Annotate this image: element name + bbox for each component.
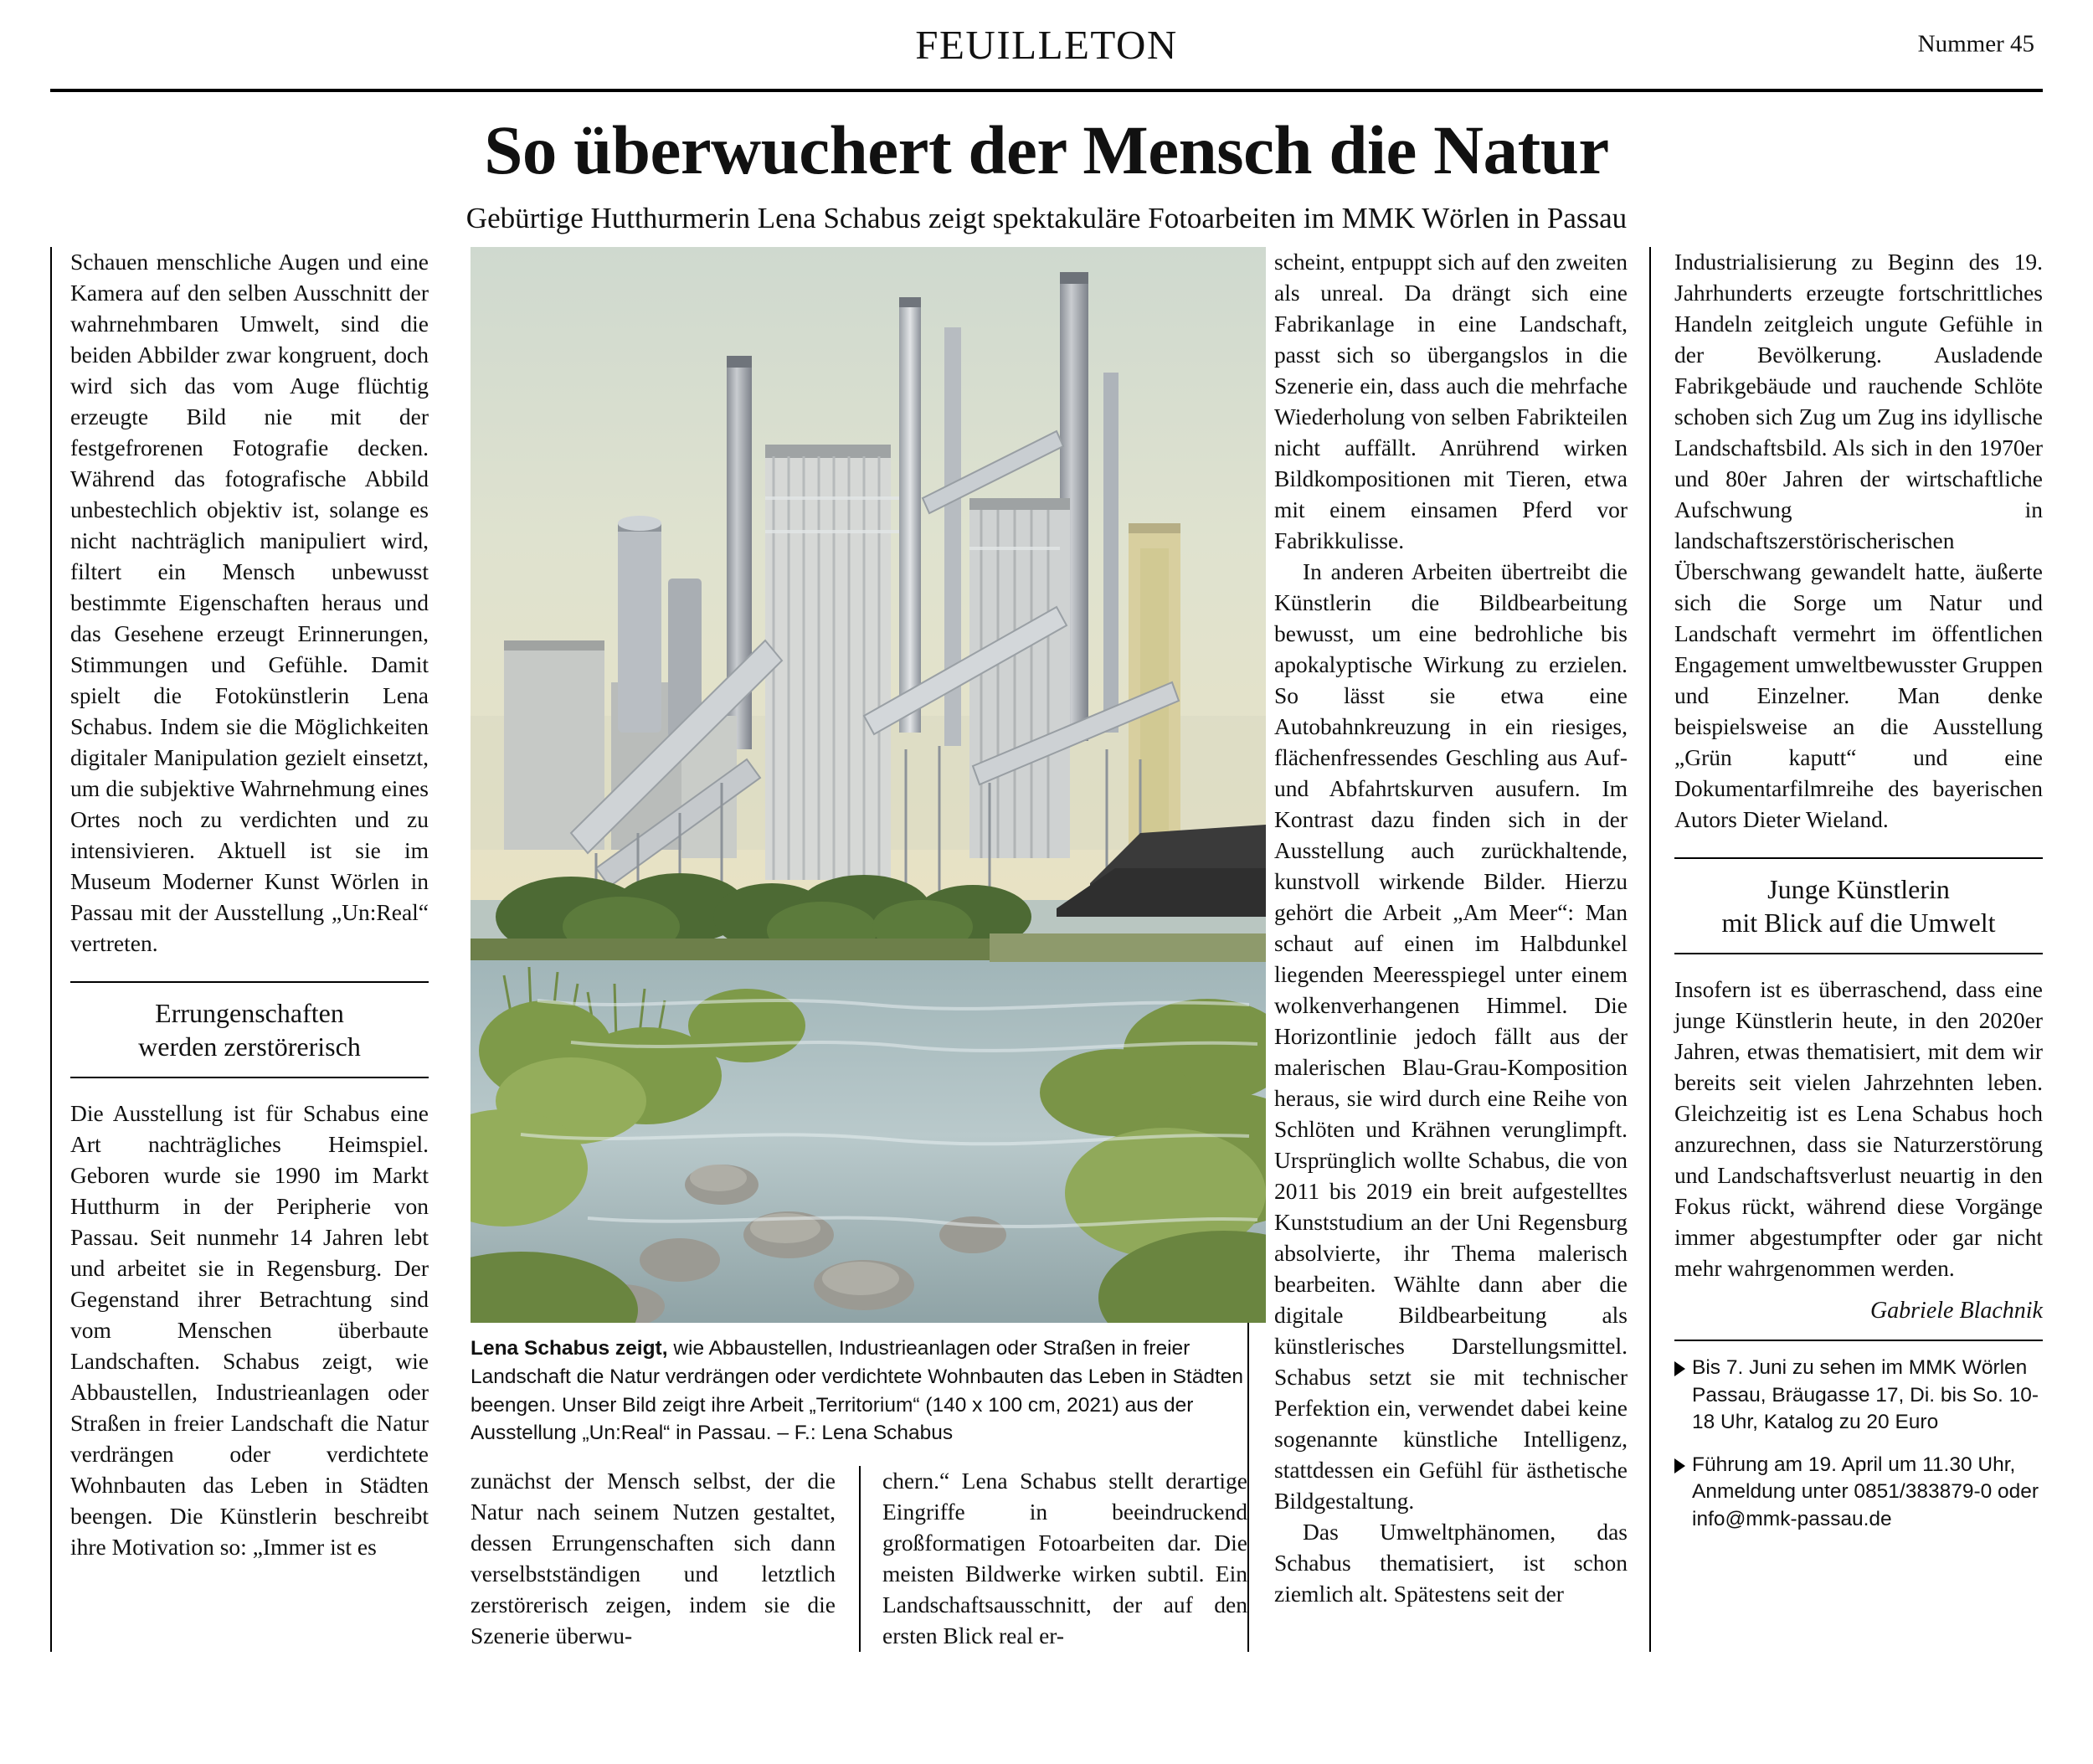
- paragraph: scheint, entpuppt sich auf den zweiten als unreal. Da drängt sich eine Fabrikanlage in eine Landschaft, passt sich so übergangslos in die Szenerie ein, dass auch die mehrfache Wiederholung von selben Fabrikteilen nicht auffällt. Anrührend wirken Bildkompositionen mit Tieren, etwa mit einem einsamen Pferd vor Fabrikkulisse.: [1274, 249, 1628, 554]
- info-text: Bis 7. Juni zu sehen im MMK Wörlen Passau, Bräugasse 17, Di. bis So. 10-18 Uhr, Katalog zu 20 Euro: [1692, 1355, 2039, 1434]
- subsection-heading-2: [1674, 857, 2043, 954]
- photo-wrap: [471, 247, 1266, 1447]
- subsection-title: [70, 996, 429, 1063]
- article-photo: [471, 247, 1266, 1323]
- caption-lead: Lena Schabus zeigt,: [471, 1337, 668, 1360]
- caption-credit: – F.: Lena Schabus: [777, 1422, 954, 1445]
- info-item-exhibition: [1674, 1355, 2043, 1437]
- subsection-title-line2: mit Blick auf die Umwelt: [1721, 908, 1996, 939]
- subsection-heading-1: [70, 981, 429, 1078]
- divider: [70, 981, 429, 983]
- section-title: FEUILLETON: [915, 21, 1178, 68]
- column-3: [1247, 247, 1649, 1651]
- column-1: [50, 247, 452, 1651]
- subsection-title-line1: Errungenschaften: [155, 998, 344, 1029]
- paragraph: Das Umweltphänomen, das Schabus thematisiert, ist schon ziemlich alt. Spätestens seit der: [1274, 1518, 1628, 1607]
- divider: [1674, 857, 2043, 859]
- info-text: Führung am 19. April um 11.30 Uhr, Anmeldung unter 0851/383879-0 oder info@mmk-passau.de: [1692, 1453, 2039, 1530]
- article-author: Gabriele Blachnik: [1869, 1297, 2043, 1324]
- caption-text: wie Abbaustellen, Industrieanlagen oder Straßen in freier Landschaft die Natur verdrängen oder verdichtete Wohnbauten das Leben in Städten beengen. Unser Bild zeigt ihre Arbeit „Territorium“ (140 x 100 cm, 2021) aus der Ausstellung „Un:Real“ in Passau.: [471, 1337, 1244, 1445]
- triangle-bullet-icon: [1674, 1458, 1685, 1473]
- paragraph: In anderen Arbeiten übertreibt die Künstlerin die Bildbearbeitung bewusst, um eine bedrohliche bis apokalyptische Wirkung zu erzielen. So lässt sie etwa eine Autobahnkreuzung in ein riesiges, flächenfressendes Geschling aus Auf- und Abfahrtskurven ausufern. Im Kontrast dazu finden sich in der Ausstellung auch zurückhaltende, kunstvoll wirkende Bilder. Hierzu gehört die Arbeit „Am Meer“: Man schaut auf einen im Halbdunkel liegenden Meeresspiegel unter einem wolkenverhangenen Himmel. Die Horizontlinie jedoch fällt aus der malerischen Blau-Grau-Komposition heraus, sie wird durch eine Reihe von Schlöten und Krähnen verunglimpft. Ursprünglich wollte Schabus, die von 2011 bis 2019 ein breit aufgestelltes Kunststudium an der Uni Regensburg absolvierte, ihr Thema malerisch bearbeiten. Wählte dann aber die digitale Bildbearbeitung als künstlerisches Darstellungsmittel. Schabus setzt sie mit technischer Perfektion ein, verwendet dabei keine sogenannte künstliche Intelligenz, stattdessen ein Gefühl für ästhetische Bildgestaltung.: [1274, 558, 1628, 1514]
- info-item-tour: [1674, 1452, 2043, 1534]
- photo-under-columns: [471, 1466, 1247, 1652]
- divider: [70, 1077, 429, 1078]
- subheadline: Gebürtige Hutthurmerin Lena Schabus zeigt spektakuläre Fotoarbeiten im MMK Wörlen in Passau: [465, 202, 1628, 235]
- column-2a: [471, 1466, 859, 1652]
- paragraph: Die Ausstellung ist für Schabus eine Art nachträgliches Heimspiel. Geboren wurde sie 1990 im Markt Hutthurm in der Peripherie von Passau. Seit nunmehr 14 Jahren lebt und arbeitet sie in Regensburg. Der Gegenstand ihrer Betrachtung sind vom Menschen überbaute Landschaften. Schabus zeigt, wie Abbaustellen, Industrieanlagen oder Straßen in freier Landschaft die Natur verdrängen oder verdichtete Wohnbauten das Leben in Städten beengen. Die Künstlerin beschreibt ihre Motivation so: „Immer ist es: [70, 1100, 429, 1560]
- issue-number: Nummer 45: [1917, 30, 2034, 58]
- paragraph: zunächst der Mensch selbst, der die Natur nach seinem Nutzen gestaltet, dessen Errungenschaften sich dann verselbstständigen und letztlich zerstörerisch zeigen, indem sie die Szenerie überwu-: [471, 1467, 836, 1648]
- article-columns: [50, 247, 2043, 1651]
- masthead: [50, 0, 2043, 92]
- column-4: [1649, 247, 2043, 1651]
- column-2b: [859, 1466, 1247, 1652]
- subsection-title: [1674, 872, 2043, 939]
- divider: [1674, 1340, 2043, 1341]
- subsection-title-line1: Junge Künstlerin: [1767, 874, 1950, 905]
- paragraph: chern.“ Lena Schabus stellt derartige Eingriffe in beeindruckend großformatigen Fotoarbeiten dar. Die meisten Bildwerke wirken subtil. Ein Landschaftsausschnitt, der auf den ersten Blick real er-: [882, 1467, 1247, 1648]
- paragraph: Schauen menschliche Augen und eine Kamera auf den selben Ausschnitt der wahrnehmbaren Umwelt, sind die beiden Abbilder zwar kongruent, doch wird sich das vom Auge flüchtig erzeugte Bild nie mit der festgefrorenen Fotografie decken. Während das fotografische Abbild unbestechlich objektiv ist, solange es nicht nachträglich manipuliert wird, filtert ein Mensch unbewusst bestimmte Eigenschaften heraus und das Gesehene erzeugt Erinnerungen, Stimmungen und Gefühle. Damit spielt die Fotokünstlerin Lena Schabus. Indem sie die Möglichkeiten digitaler Manipulation gezielt einsetzt, um die subjektive Wahrnehmung eines Ortes noch zu verdichten und zu intensivieren. Aktuell ist sie im Museum Moderner Kunst Wörlen in Passau mit der Ausstellung „Un:Real“ vertreten.: [70, 249, 429, 957]
- page-title: So überwuchert der Mensch die Natur: [484, 111, 1609, 188]
- paragraph: Industrialisierung zu Beginn des 19. Jahrhunderts erzeugte fortschrittliches Handeln zeitgleich ungute Gefühle in der Bevölkerung. Ausladende Fabrikgebäude und rauchende Schlöte schoben sich Zug um Zug ins idyllische Landschaftsbild. Als sich in den 1970er und 80er Jahren der wirtschaftliche Aufschwung in landschaftszerstörischerischen Überschwang gewandelt hatte, äußerte sich die Sorge um Natur und Landschaft vermehrt im öffentlichen Engagement umweltbewusster Gruppen und Einzelner. Man denke beispielsweise an die Ausstellung „Grün kaputt“ und eine Dokumentarfilmreihe des bayerischen Autors Dieter Wieland.: [1674, 249, 2043, 833]
- headline-zone: [50, 92, 2043, 235]
- subsection-title-line2: werden zerstörerisch: [138, 1031, 361, 1062]
- column-photo: [452, 247, 1247, 1651]
- divider: [1674, 953, 2043, 954]
- paragraph: Insofern ist es überraschend, dass eine junge Künstlerin heute, in den 2020er Jahren, etwas thematisiert, mit dem wir bereits seit vielen Jahrzehnten leben. Gleichzeitig ist es Lena Schabus hoch anzurechnen, dass sie Naturzerstörung und Landschaftsverlust neuartig in den Fokus rückt, während diese Vorgänge immer abgestumpfter oder gar nicht mehr wahrgenommen werden.: [1674, 976, 2043, 1281]
- triangle-bullet-icon: [1674, 1361, 1685, 1376]
- photo-caption: [471, 1335, 1266, 1447]
